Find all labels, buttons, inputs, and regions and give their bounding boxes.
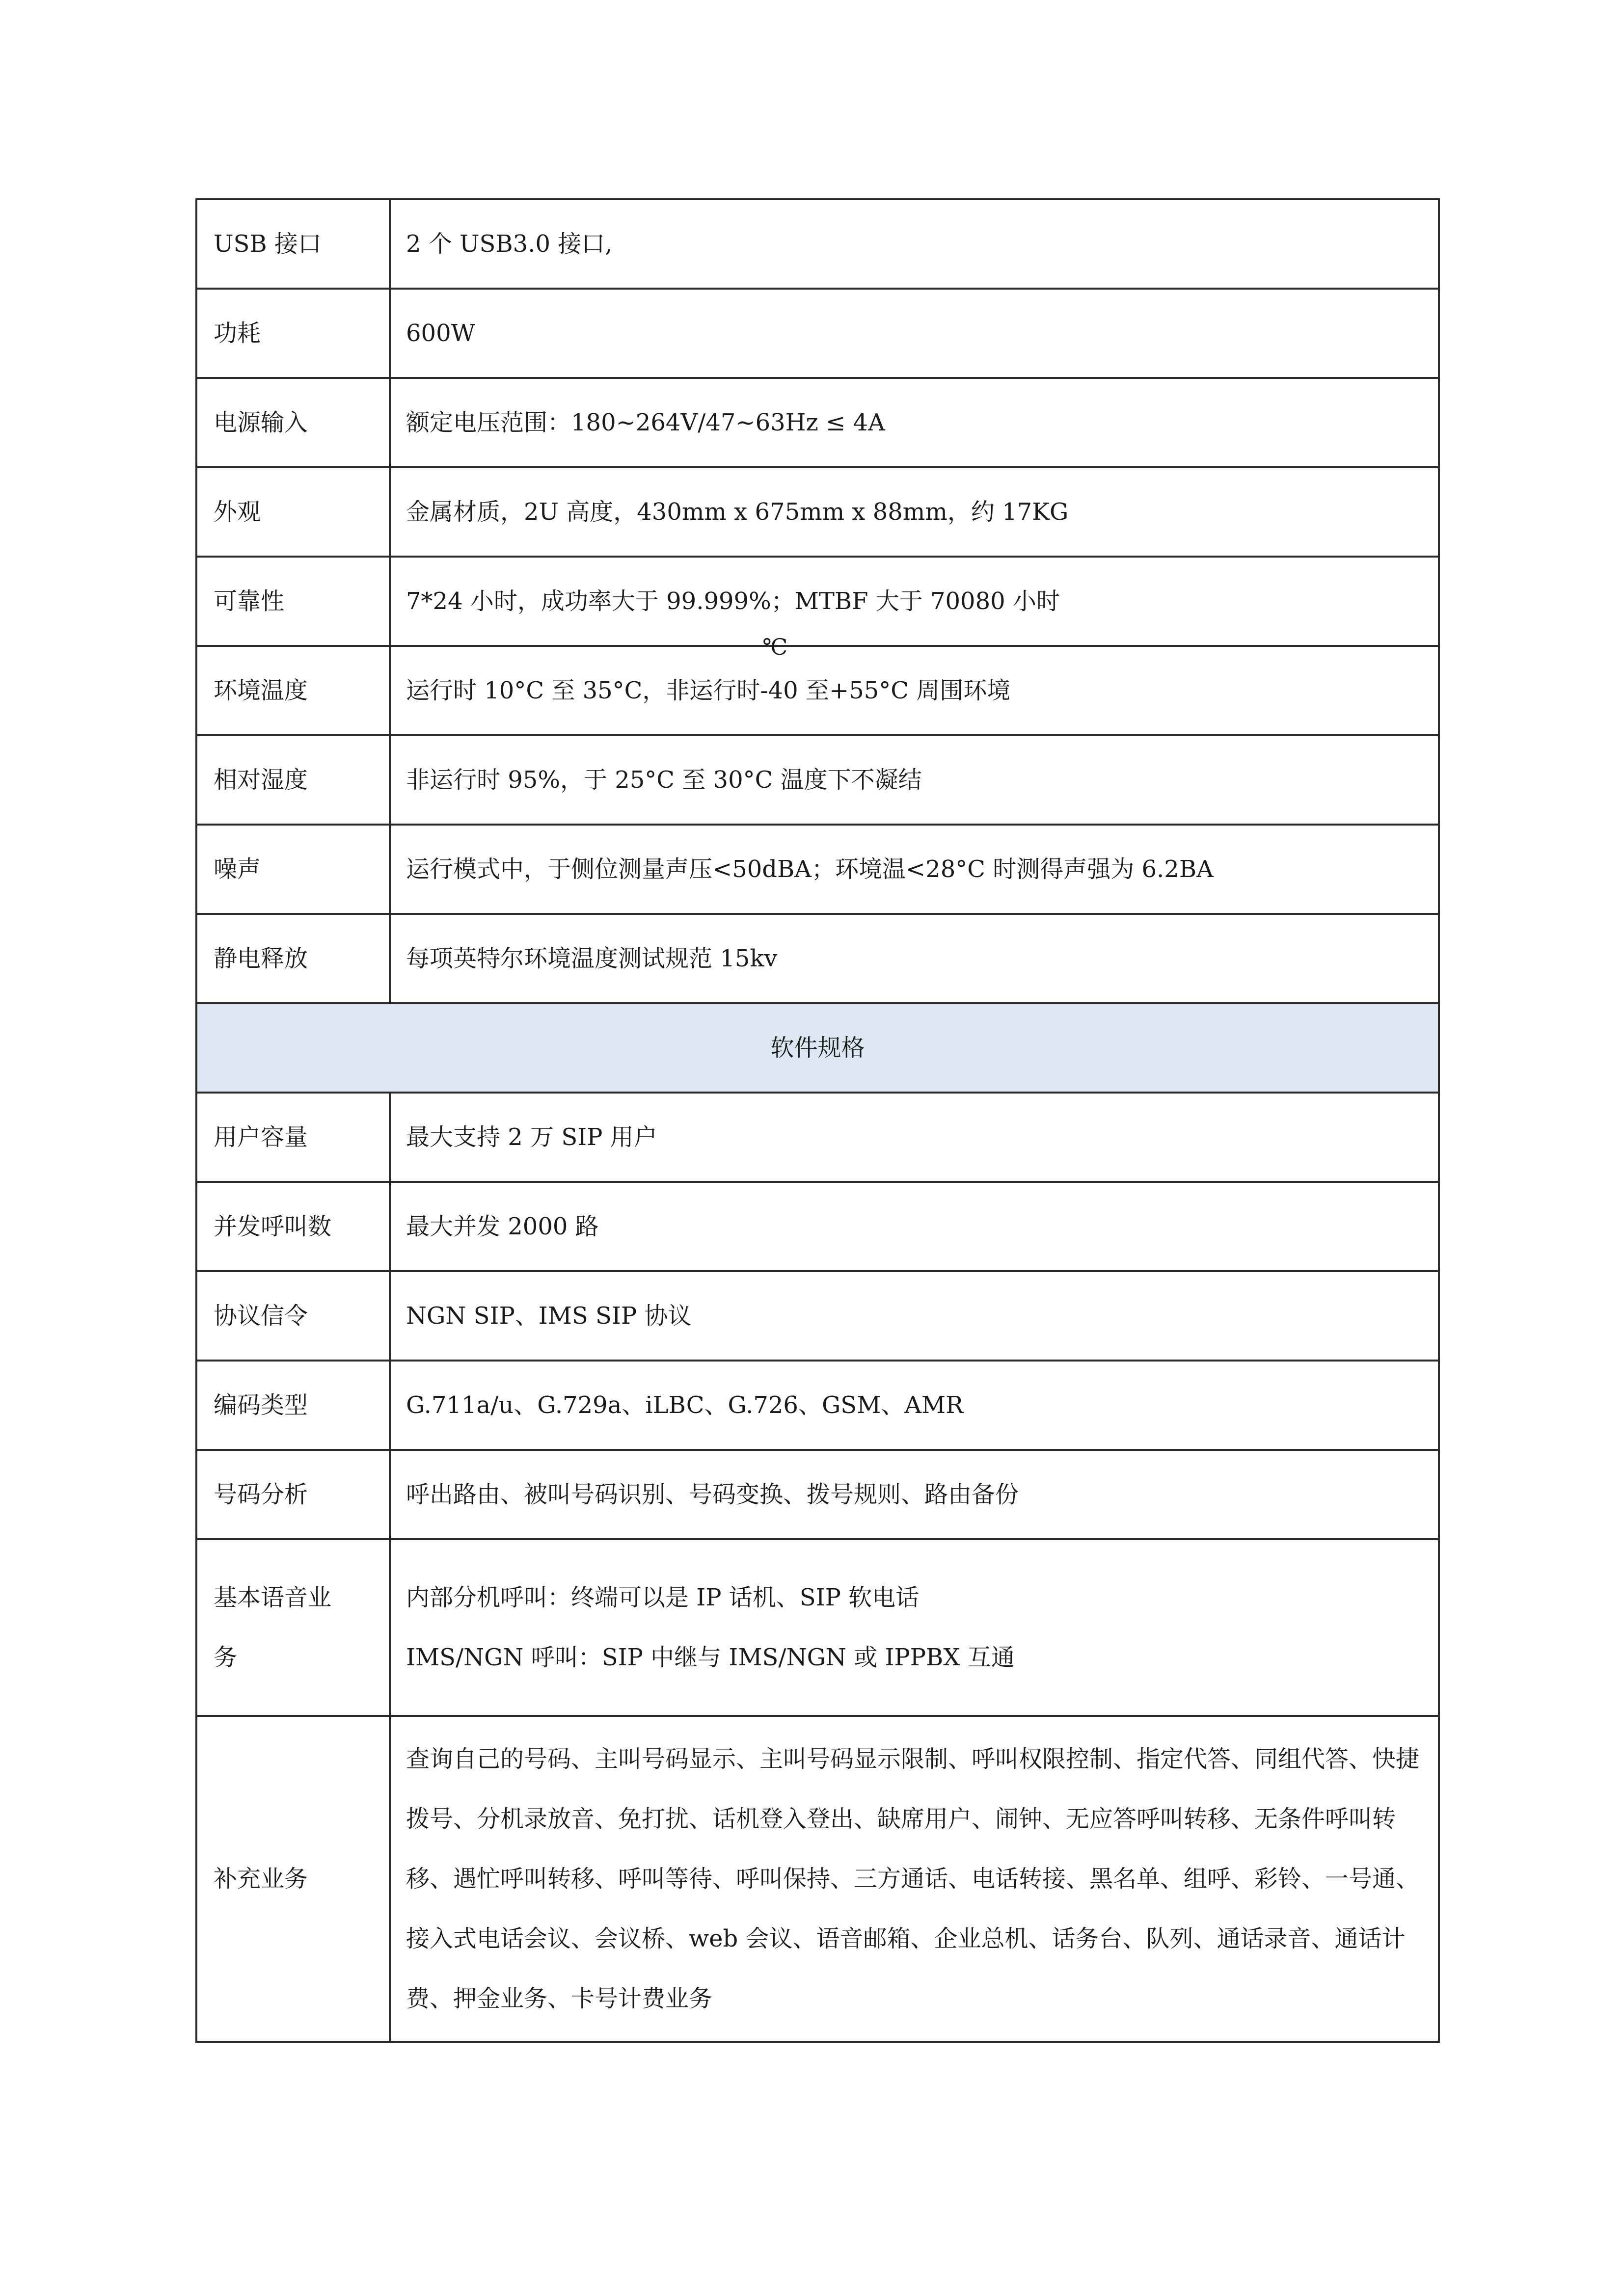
table-row-power	[196, 289, 1439, 378]
row-value: 每项英特尔环境温度测试规范 15kv	[390, 914, 1439, 1003]
row-label	[196, 1539, 390, 1716]
row-value: 最大支持 2 万 SIP 用户	[390, 1093, 1439, 1182]
table-row-power-input	[196, 378, 1439, 467]
row-value: 运行时 10°C 至 35°C，非运行时-40 至+55°C 周围环境	[390, 646, 1439, 735]
row-label: 号码分析	[196, 1450, 390, 1539]
row-label: 用户容量	[196, 1093, 390, 1182]
row-value: 最大并发 2000 路	[390, 1182, 1439, 1271]
row-label: 电源输入	[196, 378, 390, 467]
table-row-reliability	[196, 557, 1439, 646]
section-header-row	[196, 1003, 1439, 1093]
table-row-supplementary	[196, 1716, 1439, 2042]
row-value-line: IMS/NGN 呼叫：SIP 中继与 IMS/NGN 或 IPPBX 互通	[406, 1644, 1015, 1671]
table-row-temperature	[196, 646, 1439, 735]
row-value: 查询自己的号码、主叫号码显示、主叫号码显示限制、呼叫权限控制、指定代答、同组代答、快捷拨号、分机录放音、免打扰、话机登入登出、缺席用户、闹钟、无应答呼叫转移、无条件呼叫转移、遇忙呼叫转移、呼叫等待、呼叫保持、三方通话、电话转接、黑名单、组呼、彩铃、一号通、接入式电话会议、会议桥、web 会议、语音邮箱、企业总机、话务台、队列、通话录音、通话计费、押金业务、卡号计费业务	[390, 1716, 1439, 2042]
row-label: 可靠性	[196, 557, 390, 646]
celsius-superscript: ℃	[762, 634, 788, 660]
row-label: 噪声	[196, 825, 390, 914]
row-label: 补充业务	[196, 1716, 390, 2042]
row-value: 非运行时 95%，于 25°C 至 30°C 温度下不凝结	[390, 735, 1439, 825]
table-row-basic-voice	[196, 1539, 1439, 1716]
row-value: NGN SIP、IMS SIP 协议	[390, 1271, 1439, 1361]
table-row-concurrent-calls	[196, 1182, 1439, 1271]
row-value: 7*24 小时，成功率大于 99.999%；MTBF 大于 70080 小时	[390, 557, 1439, 646]
table-row-humidity	[196, 735, 1439, 825]
table-row-appearance	[196, 467, 1439, 557]
row-value	[390, 1539, 1439, 1716]
row-value: 2 个 USB3.0 接口,	[390, 199, 1439, 289]
row-label: 协议信令	[196, 1271, 390, 1361]
row-label-line: 基本语音业	[214, 1584, 332, 1611]
row-label: USB 接口	[196, 199, 390, 289]
table-row-protocol	[196, 1271, 1439, 1361]
section-title: 软件规格	[196, 1003, 1439, 1093]
row-label: 相对湿度	[196, 735, 390, 825]
table-row-usb	[196, 199, 1439, 289]
row-value: 呼出路由、被叫号码识别、号码变换、拨号规则、路由备份	[390, 1450, 1439, 1539]
row-value: 金属材质，2U 高度，430mm x 675mm x 88mm，约 17KG	[390, 467, 1439, 557]
spec-table	[195, 198, 1440, 2043]
row-value: 运行模式中，于侧位测量声压<50dBA；环境温<28°C 时测得声强为 6.2BA	[390, 825, 1439, 914]
table-row-codec	[196, 1361, 1439, 1450]
table-row-esd	[196, 914, 1439, 1003]
row-label-line: 务	[214, 1644, 238, 1671]
row-label: 外观	[196, 467, 390, 557]
row-value-line: 内部分机呼叫：终端可以是 IP 话机、SIP 软电话	[406, 1584, 920, 1611]
row-label: 环境温度	[196, 646, 390, 735]
row-value: 额定电压范围：180~264V/47~63Hz ≤ 4A	[390, 378, 1439, 467]
table-row-noise	[196, 825, 1439, 914]
table-row-number-analysis	[196, 1450, 1439, 1539]
row-label: 编码类型	[196, 1361, 390, 1450]
row-label: 并发呼叫数	[196, 1182, 390, 1271]
row-label: 静电释放	[196, 914, 390, 1003]
table-row-user-capacity	[196, 1093, 1439, 1182]
row-value: G.711a/u、G.729a、iLBC、G.726、GSM、AMR	[390, 1361, 1439, 1450]
row-value: 600W	[390, 289, 1439, 378]
row-label: 功耗	[196, 289, 390, 378]
